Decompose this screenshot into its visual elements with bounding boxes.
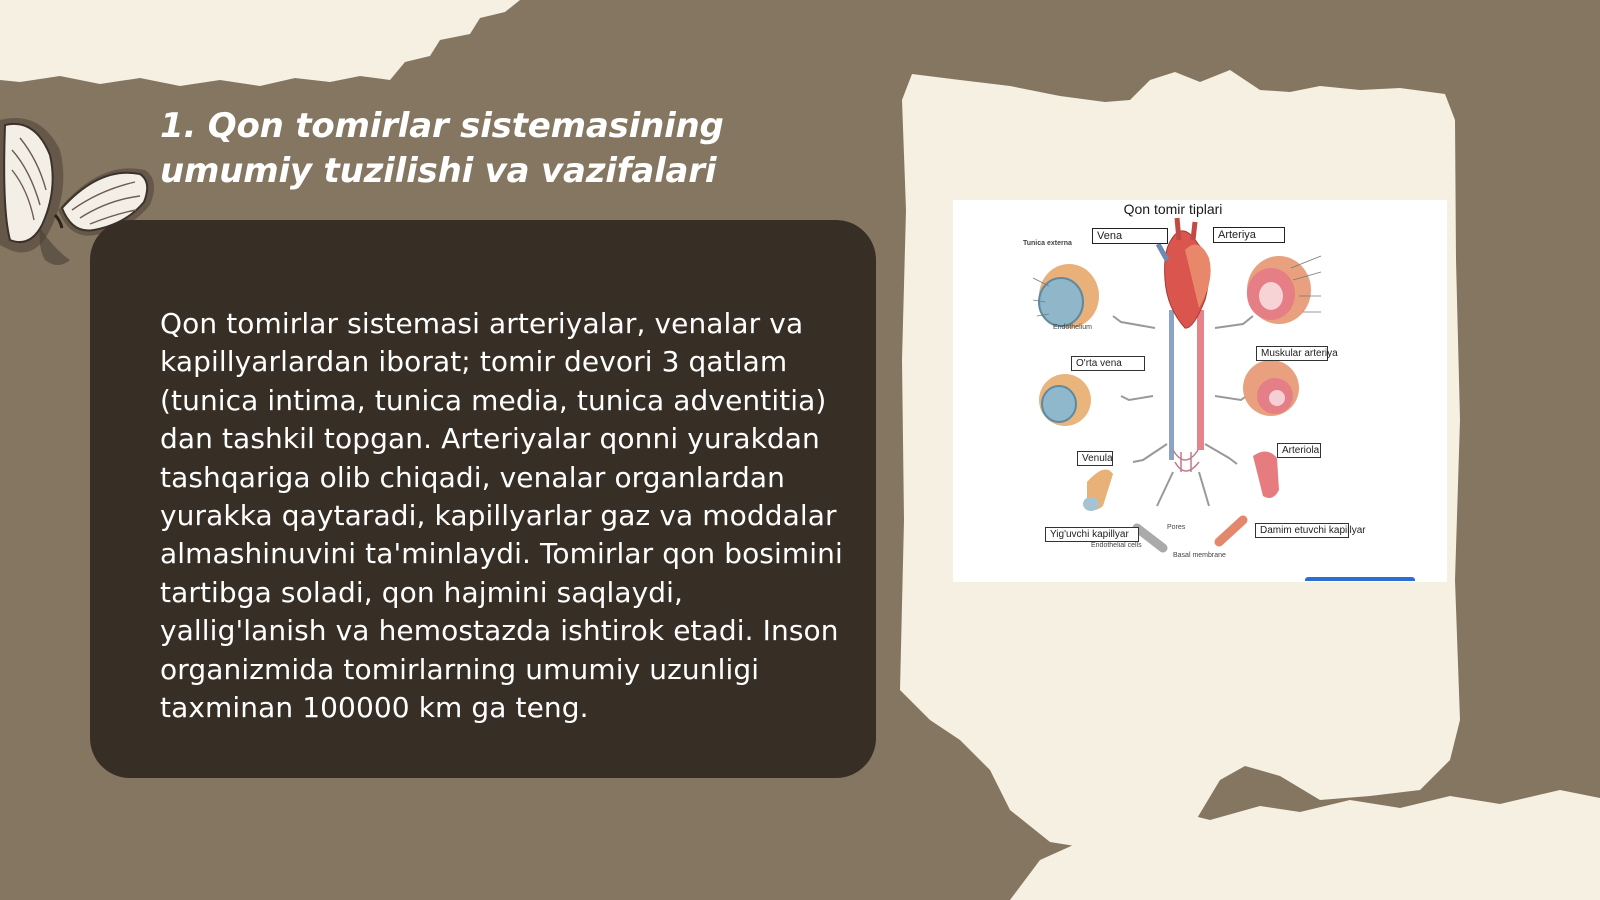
label-basal-membrane: Basal membrane	[1173, 552, 1226, 559]
label-vena: Vena	[1092, 228, 1168, 244]
label-muskular-arteriya: Muskular arteriya	[1256, 346, 1328, 361]
label-arteriola: Arteriola	[1277, 443, 1321, 458]
label-orta-vena: O'rta vena	[1071, 356, 1145, 371]
label-venula: Venula	[1077, 451, 1113, 466]
body-text: Qon tomirlar sistemasi arteriyalar, venalar va kapillyarlardan iborat; tomir devori 3 qatlam (tunica intima, tunica media, tunica adventitia) dan tashkil topgan. Arteriyalar qonni yurakdan tashqariga olib chiqadi, venalar organlardan yurakka qaytaradi, kapillyarlar gaz va moddalar almashinuvini ta'minlaydi. Tomirlar qon bosimini tartibga soladi, qon hajmini saqlaydi, yallig'lanish va hemostazda ishtirok etadi. Inson organizmida tomirlarning umumiy uzunligi taxminan 100000 km ga teng.	[160, 307, 843, 725]
label-yiguvchi-kapillyar: Yig'uvchi kapillyar	[1045, 527, 1139, 542]
label-endothelial-cells: Endothelial cells	[1091, 542, 1142, 549]
vessel-diagram-graphic	[953, 200, 1447, 582]
label-tunica-externa: Tunica externa	[1023, 240, 1072, 247]
label-endothelium: Endothelium	[1053, 324, 1092, 331]
blood-vessel-figure	[953, 200, 1447, 582]
label-pores: Pores	[1167, 524, 1186, 531]
slide-title: 1. Qon tomirlar sistemasining umumiy tuzilishi va vazifalari	[160, 106, 724, 191]
label-damim-kapillyar: Damim etuvchi kapillyar	[1255, 523, 1349, 538]
label-arteriya: Arteriya	[1213, 227, 1285, 243]
figure-blue-bar	[1305, 577, 1415, 581]
figure-title: Qon tomir tiplari	[1123, 201, 1223, 217]
